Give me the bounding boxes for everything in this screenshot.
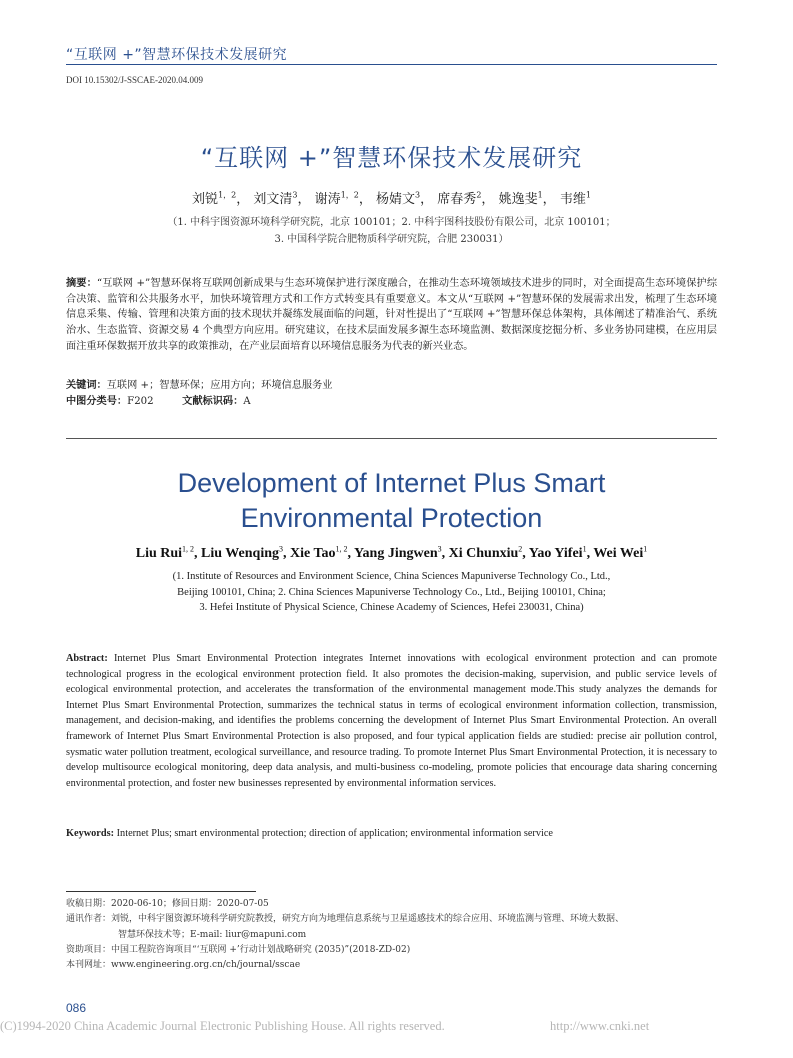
chinese-abstract xyxy=(66,276,717,355)
author: 韦维$^1$ xyxy=(559,190,591,207)
author: Xi Chunxiu$^2$, xyxy=(448,544,529,561)
author: 姚逸斐$^1$， xyxy=(498,190,556,207)
abstract-text: Internet Plus Smart Environmental Protection integrates Internet innovations with ecological environment protection and can promote technological progress in the ecological environment protection field. It also promotes the decision-making, supervision, and public service levels of ecological environmental protection, and accelerates the transformation of the environmental management mode.This study analyzes the demands for Internet Plus Smart Environmental Protection, summarizes the technical status in terms of ecological environment information collection, transmission, management, and decision-making, and identifies the problems concerning the development of Internet Plus Smart Environmental Protection. An overall framework of Internet Plus Smart Environmental Protection is also proposed, and four typical application fields are studied: precise air pollution control, sysmatic water pollution treatment, ecological surveillance, and resource trading. To promote Internet Plus Smart Environmental Protection, it is necessary to develop multisource ecological monitoring, deep data analysis, and multi-business co-modeling, promote policies that encourage data sharing concerning environmental protection, and foster new businesses represented by environmental information services. xyxy=(66,653,717,789)
doc-code-label: 文献标识码： xyxy=(182,396,244,407)
doc-code-value: A xyxy=(243,396,251,407)
classification xyxy=(66,394,717,410)
running-title: “互联网 +”智慧环保技术发展研究 xyxy=(66,47,288,63)
copyright-text: (C)1994-2020 China Academic Journal Electronic Publishing House. All rights reserved. xyxy=(0,1019,445,1033)
title-line: Environmental Protection xyxy=(240,503,543,533)
affiliation-line: 3. Hefei Institute of Physical Science, Chinese Academy of Sciences, Hefei 230031, China) xyxy=(199,602,584,613)
journal-website[interactable]: 本刊网址：www.engineering.org.cn/ch/journal/sscae xyxy=(66,960,301,971)
chinese-title: “互联网 +”智慧环保技术发展研究 xyxy=(200,144,583,172)
english-abstract xyxy=(66,651,717,791)
keywords-label: 关键词： xyxy=(66,380,107,391)
author: 刘锐$^{1,2}$， xyxy=(192,190,250,207)
author: 席春秀$^2$， xyxy=(437,190,495,207)
english-title xyxy=(66,466,717,536)
abstract-label: Abstract: xyxy=(66,653,108,664)
author: Yang Jingwen$^3$, xyxy=(354,544,449,561)
chinese-keywords xyxy=(66,378,717,394)
page-number: 086 xyxy=(66,1001,87,1015)
author: Liu Rui$^{1, 2}$, xyxy=(135,544,202,561)
funding: 资助项目：中国工程院咨询项目“‘互联网 +’行动计划战略研究 (2035)”(2018-ZD-02) xyxy=(66,944,411,955)
abstract-label: 摘要： xyxy=(66,278,97,289)
keywords-label: Keywords: xyxy=(66,828,115,839)
affiliation-line: Beijing 100101, China; 2. China Sciences Mapuniverse Technology Co., Ltd., Beijing 100101, China; xyxy=(177,586,606,598)
title-line: Development of Internet Plus Smart xyxy=(177,468,606,498)
author: 谢涛$^{1,2}$， xyxy=(314,190,372,207)
english-affiliations xyxy=(66,569,717,616)
doi[interactable]: DOI 10.15302/J-SSCAE-2020.04.009 xyxy=(66,75,204,85)
correspondence: 通讯作者：刘锐，中科宇图资源环境科学研究院教授，研究方向为地理信息系统与卫星遥感技术的综合应用、环境监测与管理、环境大数据、 智慧环保技术等；E-mail: liur@mapuni.com xyxy=(66,914,625,940)
chinese-authors xyxy=(66,188,717,207)
author: 刘文清$^3$， xyxy=(253,190,311,207)
affiliation-line: （1. 中科宇图资源环境科学研究院，北京 100101；2. 中科宇图科技股份有限公司，北京 100101； xyxy=(167,217,616,228)
english-authors xyxy=(66,544,717,562)
author: Wei Wei$^1$ xyxy=(593,544,648,561)
author: 杨婧文$^3$， xyxy=(376,190,434,207)
author: Xie Tao$^{1, 2}$, xyxy=(290,544,354,561)
section-divider xyxy=(66,438,717,439)
footnote-rule xyxy=(66,891,256,892)
author: Liu Wenqing$^3$, xyxy=(201,544,290,561)
footnotes xyxy=(66,897,717,973)
received-date: 收稿日期：2020-06-10；修回日期：2020-07-05 xyxy=(66,899,269,909)
affiliation-line: (1. Institute of Resources and Environment Science, China Sciences Mapuniverse Technology Co., Ltd., xyxy=(172,571,611,582)
affiliation-line: 3. 中国科学院合肥物质科学研究院，合肥 230031） xyxy=(274,234,509,245)
header-rule xyxy=(66,64,717,65)
keywords-text: Internet Plus; smart environmental protection; direction of application; environmental information service xyxy=(116,828,553,839)
chinese-affiliations xyxy=(66,214,717,248)
clc-value: F202 xyxy=(127,396,154,407)
english-keywords xyxy=(66,826,717,842)
clc-label: 中图分类号： xyxy=(66,396,128,407)
keywords-text: 互联网 +；智慧环保；应用方向；环境信息服务业 xyxy=(106,380,333,391)
abstract-text: “互联网 +”智慧环保将互联网创新成果与生态环境保护进行深度融合，在推动生态环境领域技术进步的同时，对全面提高生态环境保护综合决策、监管和公共服务水平，加快环境管理方式和工作方式转变具有重要意义。本文从“互联网 +”智慧环保的发展需求出发，梳理了生态环境信息采集、传输、管理和决策方面的技术现状并凝练发展面临的问题，针对性提出了“互联网 +”智慧环保总体架构，具体阐述了精准治气、系统治水、生态监管、资源交易 4 个典型方向应用。研究建议，在技术层面发展多源生态环境监测、数据深度挖掘分析、多业务协同建模，在应用层面注重环保数据开放共享的政策推动，在产业层面培育以环境信息服务为代表的新兴业态。 xyxy=(66,278,718,352)
cnki-link[interactable]: http://www.cnki.net xyxy=(550,1019,650,1033)
author: Yao Yifei$^1$, xyxy=(528,544,594,561)
